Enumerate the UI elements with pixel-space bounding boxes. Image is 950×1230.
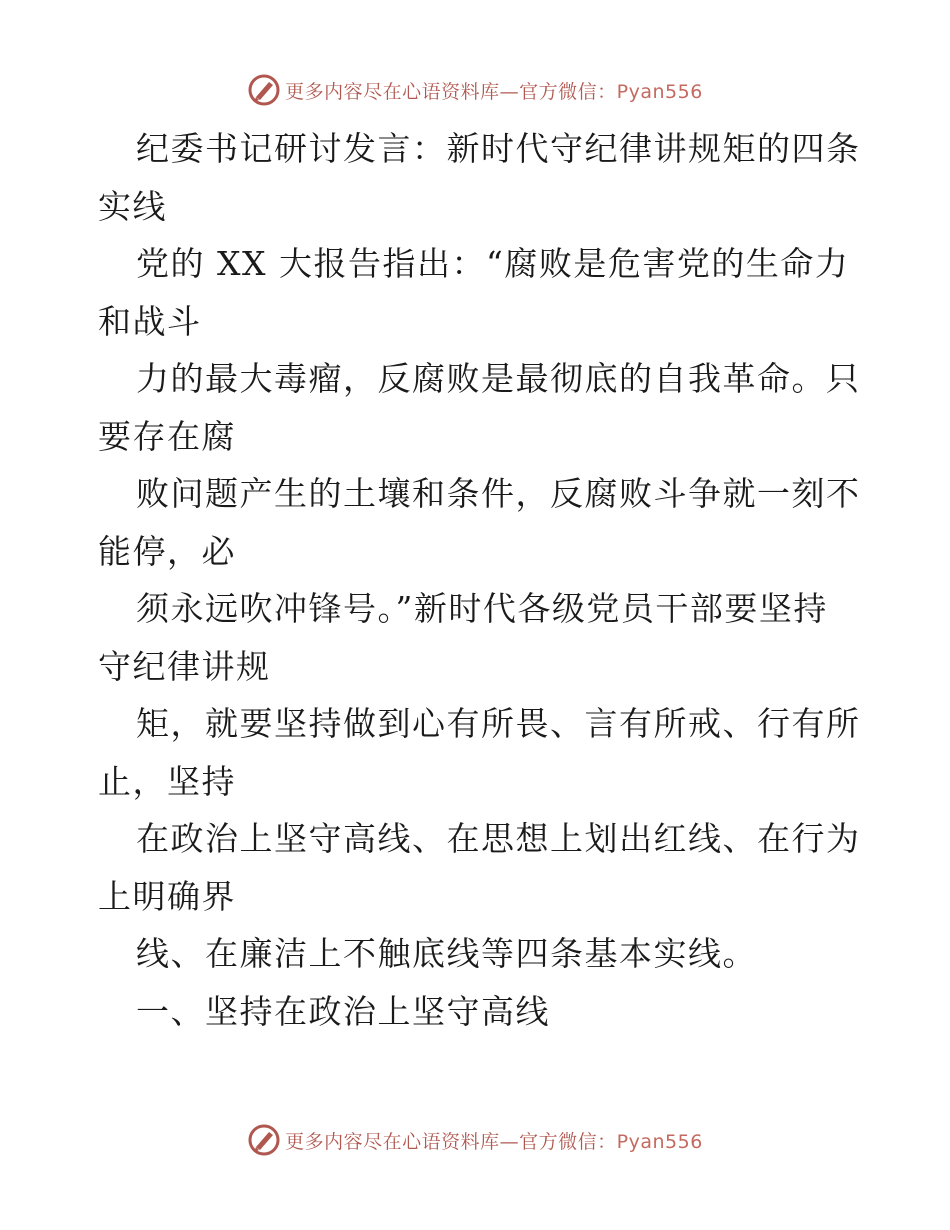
line-text: 矩，就要坚持做到心有所畏、言有所戒、行有所 <box>136 704 861 743</box>
pen-logo-icon <box>247 73 281 107</box>
line-text: 力的最大毒瘤，反腐败是最彻底的自我革命。只 <box>136 359 861 398</box>
banner-wechat-id: Pyan556 <box>616 80 703 103</box>
line-text: 止，坚持 <box>98 761 236 801</box>
document-line <box>98 408 858 466</box>
document-line <box>98 753 858 811</box>
line-text: 一、坚持在政治上坚守高线 <box>136 991 550 1031</box>
banner-text: 更多内容尽在心语资料库—官方微信： <box>285 1130 617 1153</box>
document-line <box>98 293 858 351</box>
line-text: 败问题产生的土壤和条件，反腐败斗争就一刻不 <box>136 474 861 513</box>
line-text: 须永远吹冲锋号。”新时代各级党员干部要坚持 <box>136 589 828 628</box>
pen-logo-icon <box>247 1123 281 1157</box>
document-line <box>98 580 858 638</box>
document-line <box>98 120 861 178</box>
document-line <box>98 868 858 926</box>
document-body <box>98 120 861 1040</box>
document-line <box>98 925 858 983</box>
line-text: 要存在腐 <box>98 416 236 456</box>
line-text: 线、在廉洁上不触底线等四条基本实线。 <box>136 934 757 973</box>
document-line <box>98 695 861 753</box>
line-text: 纪委书记研讨发言：新时代守纪律讲规矩的四条 <box>136 129 861 168</box>
line-text: 实线 <box>98 186 167 226</box>
document-line <box>98 178 858 236</box>
document-line <box>98 350 861 408</box>
document-line <box>98 638 858 696</box>
document-line <box>98 465 861 523</box>
line-text: 党的 XX 大报告指出：“腐败是危害党的生命力 <box>136 244 850 283</box>
banner-wechat-id: Pyan556 <box>616 1130 703 1153</box>
footer-watermark-banner <box>0 1118 950 1162</box>
line-text: 守纪律讲规 <box>98 646 271 686</box>
header-watermark-banner <box>0 68 950 112</box>
document-line <box>98 235 858 293</box>
line-text: 在政治上坚守高线、在思想上划出红线、在行为 <box>136 819 861 858</box>
line-text: 和战斗 <box>98 301 202 341</box>
document-line <box>98 810 861 868</box>
document-line <box>98 523 858 581</box>
line-text: 能停，必 <box>98 531 236 571</box>
document-line <box>98 983 858 1041</box>
banner-text: 更多内容尽在心语资料库—官方微信： <box>285 80 617 103</box>
line-text: 上明确界 <box>98 876 236 916</box>
